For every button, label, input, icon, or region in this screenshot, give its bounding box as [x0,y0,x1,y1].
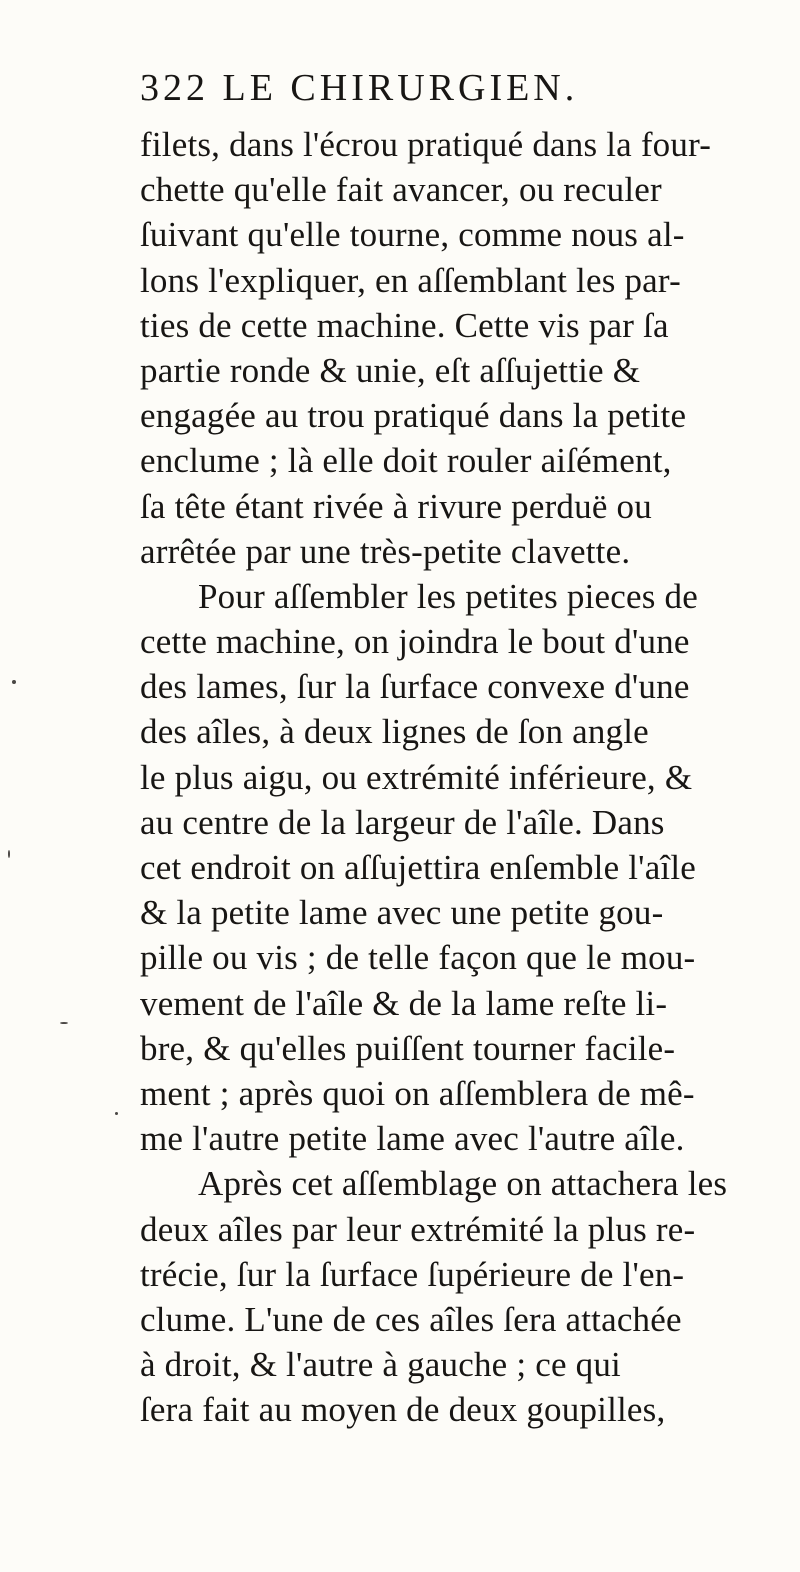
body-text [140,122,760,1432]
text-line: me l'autre petite lame avec l'autre aîle. [140,1119,685,1159]
text-line: vement de l'aîle & de la lame reſte li- [140,983,668,1023]
text-line: Pour aſſembler les petites pieces de [198,576,698,616]
running-head: 322 LE CHIRURGIEN. [140,67,579,109]
text-line: filets, dans l'écrou pratiqué dans la four- [140,125,712,164]
text-line: lons l'expliquer, en aſſemblant les par- [140,260,681,300]
text-line: ment ; après quoi on aſſemblera de mê- [140,1073,695,1113]
text-line: partie ronde & unie, eſt aſſujettie & [140,350,641,390]
text-line: clume. L'une de ces aîles ſera attachée [140,1299,682,1339]
text-line: bre, & qu'elles puiſſent tourner facile- [140,1028,676,1068]
text-line: trécie, ſur la ſurface ſupérieure de l'en- [140,1254,685,1294]
text-line: le plus aigu, ou extrémité inférieure, & [140,757,693,797]
text-line: pille ou vis ; de telle façon que le mou- [140,938,696,978]
text-line: cet endroit on aſſujettira enſemble l'aîle [140,848,697,887]
text-line: engagée au trou pratiqué dans la petite [140,396,687,436]
text-line: ſera fait au moyen de deux goupilles, [140,1390,666,1430]
ink-speck [12,680,16,684]
text-line: des aîles, à deux lignes de ſon angle [140,712,649,752]
text-line: & la petite lame avec une petite gou- [140,893,664,933]
text-line: deux aîles par leur extrémité la plus re- [140,1209,696,1249]
text-line: ſa tête étant rivée à rivure perduë ou [140,486,652,526]
text-line: enclume ; là elle doit rouler aiſément, [140,441,672,481]
text-line: arrêtée par une très-petite clavette. [140,531,631,571]
page-text [140,62,760,1432]
text-line: cette machine, on joindra le bout d'une [140,622,690,662]
text-line: à droit, & l'autre à gauche ; ce qui [140,1345,621,1385]
text-line: Après cet aſſemblage on attachera les [198,1164,728,1204]
ink-speck [115,1112,118,1115]
text-line: des lames, ſur la ſurface convexe d'une [140,667,690,707]
text-line: au centre de la largeur de l'aîle. Dans [140,802,665,842]
text-line: ties de cette machine. Cette vis par ſa [140,305,669,345]
text-line: chette qu'elle fait avancer, ou reculer [140,170,662,210]
ink-speck [8,850,10,858]
text-line: ſuivant qu'elle tourne, comme nous al- [140,215,685,255]
ink-speck [60,1022,68,1024]
